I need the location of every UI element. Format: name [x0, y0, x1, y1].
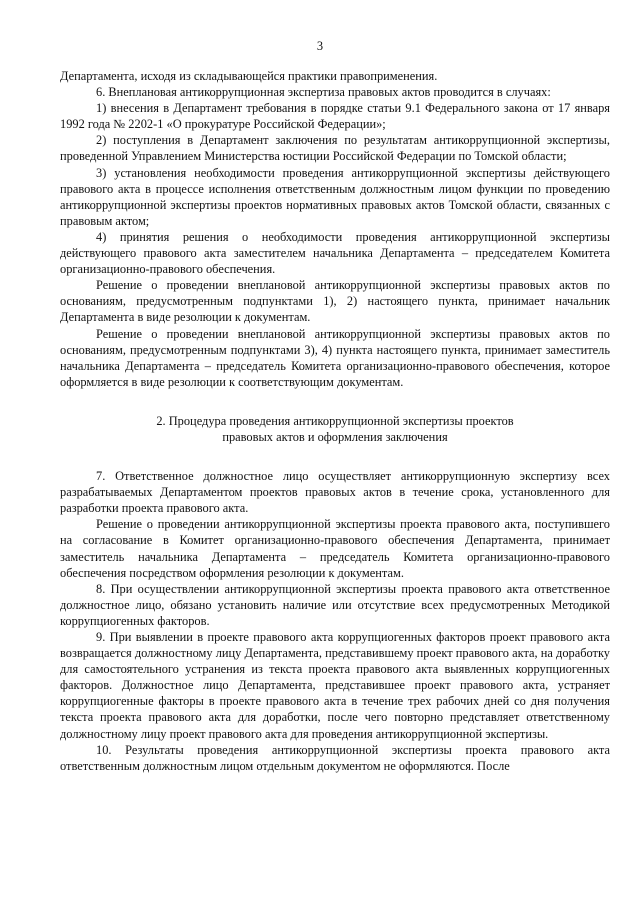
document-body — [60, 68, 610, 774]
paragraph-item-6: 6. Внеплановая антикоррупционная экспертиза правовых актов проводится в случаях: — [96, 85, 551, 100]
paragraph-continuation: Департамента, исходя из складывающейся практики правоприменения. — [60, 69, 438, 83]
paragraph-item-7: 7. Ответственное должностное лицо осуществляет антикоррупционную экспертизу всех разрабатываемых Департаментом проектов правовых актов в течение срока, установленного для разработки проекта правового акта. — [60, 469, 610, 516]
section-heading-line-2: правовых актов и оформления заключения — [222, 429, 448, 444]
paragraph-subitem-4: 4) принятия решения о необходимости проведения антикоррупционной экспертизы действующего правового акта заместителем начальника Департамента – председателем Комитета организационно-правового обеспечения. — [60, 229, 610, 277]
paragraph-subitem-3: 3) установления необходимости проведения антикоррупционной экспертизы действующего правового акта в процессе исполнения ответственным должностным лицом функции по проведению антикоррупционной экспертизы проектов нормативных правовых актов Томской области, связанных с правовым актом; — [60, 165, 610, 228]
paragraph-decision-2: Решение о проведении внеплановой антикоррупционной экспертизы правовых актов по основаниям, предусмотренным подпунктами 3), 4) пункта настоящего пункта, принимает заместитель начальника Департамента – председатель Комитета организационно-правового обеспечения, которое оформляется в виде резолюции к соответствующим документам. — [60, 326, 610, 389]
paragraph-item-8: 8. При осуществлении антикоррупционной экспертизы проекта правового акта ответственное должностное лицо, обязано установить наличие или отсутствие всех предусмотренных Методикой коррупциогенных факторов. — [60, 581, 610, 628]
paragraph-subitem-1: 1) внесения в Департамент требования в порядке статьи 9.1 Федерального закона от 17 января 1992 года № 2202-1 «О прокуратуре Российской Федерации»; — [60, 101, 610, 132]
paragraph-item-10: 10. Результаты проведения антикоррупционной экспертизы проекта правового акта ответственным должностным лицом отдельным документом не оформляются. После — [60, 742, 610, 773]
section-heading-line-1: 2. Процедура проведения антикоррупционной экспертизы проектов — [156, 413, 514, 428]
page-number: 3 — [316, 39, 324, 53]
section-heading — [60, 413, 610, 445]
paragraph-subitem-2: 2) поступления в Департамент заключения по результатам антикоррупционной экспертизы, проведенной Управлением Министерства юстиции Российской Федерации по Томской области; — [60, 133, 610, 164]
paragraph-item-9: 9. При выявлении в проекте правового акта коррупциогенных факторов проект правового акта возвращается должностному лицу Департамента, представившему проект правового акта, на доработку для самостоятельного устранения из текста проекта правового акта выявленных коррупциогенных факторов. Должностное лицо Департамента, представившее проект правового акта, устраняет коррупциогенные факторы в проекте правового акта в течение трех рабочих дней со дня получения текста проекта правового акта для доработки, после чего повторно представляет ответственному должностному лицу проект правового акта для проведения антикоррупционной экспертизы. — [60, 630, 610, 741]
paragraph-decision-3: Решение о проведении антикоррупционной экспертизы проекта правового акта, поступившего на согласование в Комитет организационно-правового обеспечения Департамента, принимает заместитель начальника Департамента – председатель Комитета организационно-правового обеспечения посредством оформления резолюции к документам. — [60, 517, 610, 580]
paragraph-decision-1: Решение о проведении внеплановой антикоррупционной экспертизы правовых актов по основаниям, предусмотренным подпунктами 1), 2) настоящего пункта, принимает начальник Департамента в виде резолюции к документам. — [60, 278, 610, 325]
